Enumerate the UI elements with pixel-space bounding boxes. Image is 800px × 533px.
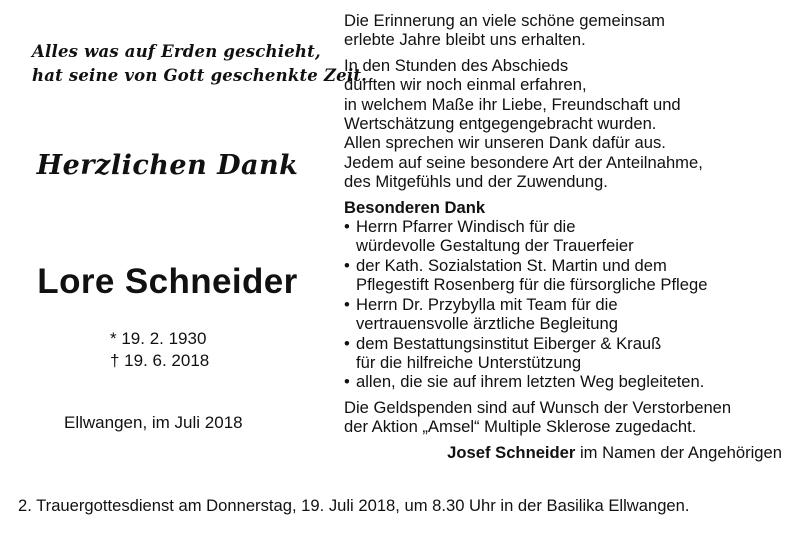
life-dates [110,328,209,372]
special-thanks-heading: Besonderen Dank [344,197,486,217]
death-date: † 19. 6. 2018 [110,351,210,370]
text-line: der Aktion „Amsel“ Multiple Sklerose zugedacht. [344,417,697,437]
deceased-name: Lore Schneider [37,262,298,301]
motto-line: hat seine von Gott geschenkte Zeit. [32,66,368,85]
text-line: erlebte Jahre bleibt uns erhalten. [344,30,586,50]
text-line: für die hilfreiche Unterstützung [356,352,582,372]
birth-date: * 19. 2. 1930 [110,329,207,348]
place-date: Ellwangen, im Juli 2018 [64,413,243,432]
special-thanks [344,198,794,392]
text-line: Die Erinnerung an viele schöne gemeinsam [344,11,665,30]
bullet-mark: • [344,217,350,237]
motto [32,40,368,88]
bullet-mark: • [344,255,350,275]
text-line: allen, die sie auf ihrem letzten Weg begleiteten. [356,372,705,392]
left-column [0,0,368,490]
text-line: Die Geldspenden sind auf Wunsch der Verstorbenen [344,397,732,417]
text-line: Wertschätzung entgegengebracht wurden. [344,114,657,134]
right-column [344,11,794,462]
bullet-mark: • [344,294,350,314]
signature [344,443,794,462]
bullet-mark: • [344,372,350,392]
text-line: durften wir noch einmal erfahren, [344,75,587,95]
text-line: in welchem Maße ihr Liebe, Freundschaft und [344,94,681,114]
text-line: Allen sprechen wir unseren Dank dafür aus. [344,133,666,153]
donation-note [344,398,794,437]
text-line: In den Stunden des Abschieds [344,55,569,75]
memory-paragraph [344,11,794,50]
text-line: der Kath. Sozialstation St. Martin und dem [356,255,667,275]
signature-text: im Namen der Angehörigen [575,442,782,462]
text-line: vertrauensvolle ärztliche Begleitung [356,314,618,334]
text-line: Herrn Dr. Przybylla mit Team für die [356,294,618,314]
text-line: Herrn Pfarrer Windisch für die [356,217,576,237]
text-line: würdevolle Gestaltung der Trauerfeier [356,236,634,256]
text-line: Pflegestift Rosenberg für die fürsorgliche Pflege [356,275,708,295]
farewell-paragraph [344,56,794,192]
thanks-item [344,217,794,256]
thanks-item [344,295,794,334]
motto-line: Alles was auf Erden geschieht, [32,42,321,61]
text-line: dem Bestattungsinstitut Eiberger & Krauß [356,333,662,353]
thanks-item [344,372,794,391]
thanks-item [344,334,794,373]
thanks-item [344,256,794,295]
bullet-mark: • [344,333,350,353]
signature-name: Josef Schneider [447,442,576,462]
service-notice: 2. Trauergottesdienst am Donnerstag, 19. Juli 2018, um 8.30 Uhr in der Basilika Ellwangen. [18,496,690,515]
thanks-heading: Herzlichen Dank [36,150,299,181]
text-line: Jedem auf seine besondere Art der Anteilnahme, [344,152,703,172]
text-line: des Mitgefühls und der Zuwendung. [344,172,608,192]
